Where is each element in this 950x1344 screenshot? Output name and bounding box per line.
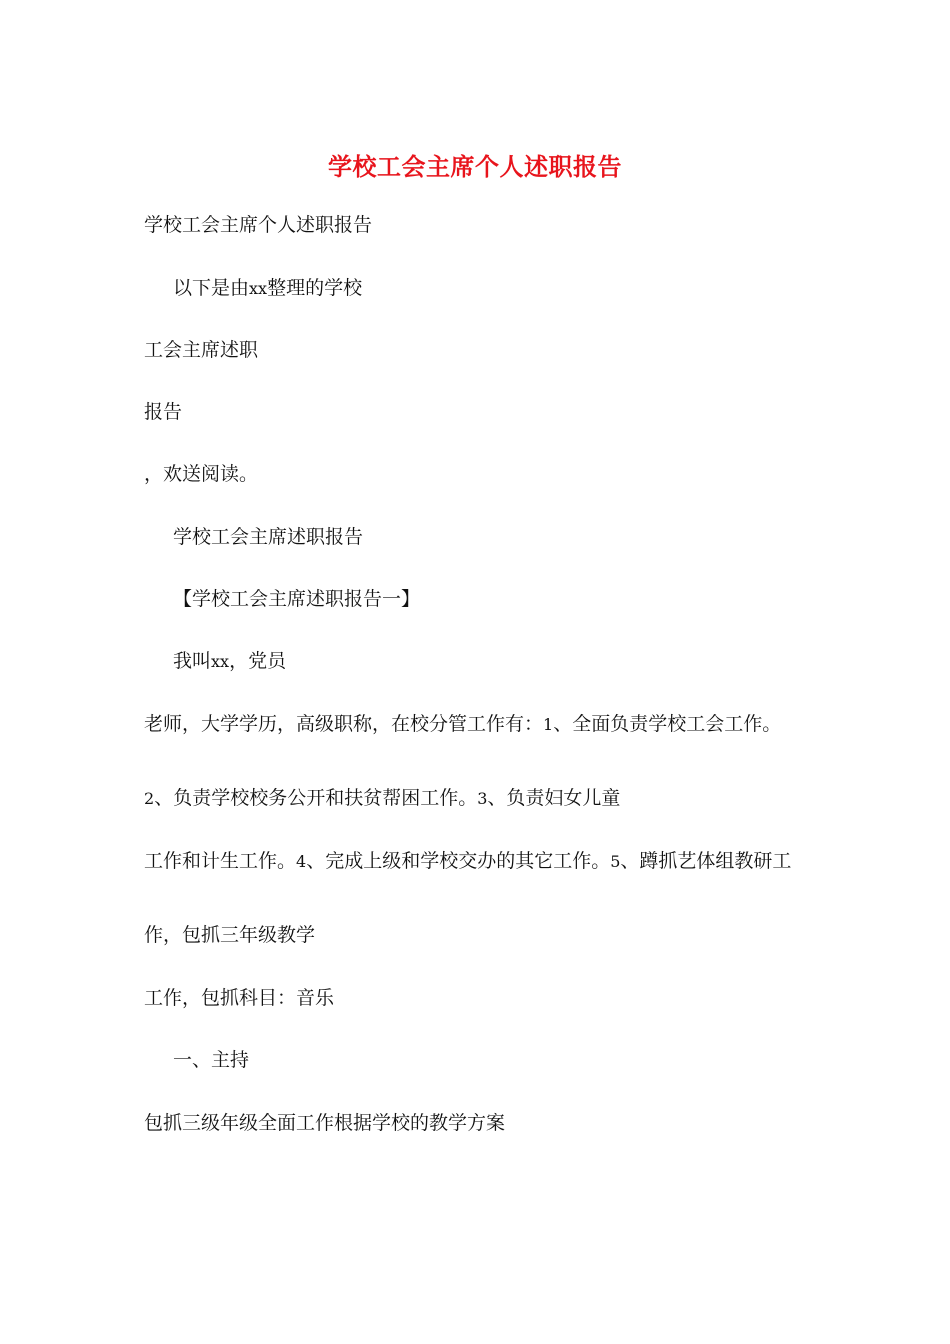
paragraph-line [144, 1110, 505, 1136]
paragraph-line [173, 1047, 249, 1073]
paragraph-line [144, 461, 258, 487]
text-run: 作，包抓三年级教学 [144, 924, 316, 946]
paragraph-line [173, 275, 362, 302]
text-run: 整理的学校 [267, 277, 363, 299]
text-run: 工会主席述职 [144, 339, 259, 361]
paragraph-line [144, 399, 182, 425]
text-run: ，党员 [229, 650, 287, 672]
text-run: 、负责学校校务公开和扶贫帮困工作。 [154, 787, 478, 809]
text-run: 、蹲抓艺体组教研工 [620, 850, 792, 872]
document-title: 学校工会主席个人述职报告 [328, 152, 622, 181]
text-run: 报告 [144, 401, 183, 423]
text-run: 学校工会主席个人述职报告 [144, 214, 373, 236]
text-run: 学校工会主席述职报告 [173, 526, 364, 548]
text-run-number: 3 [477, 789, 488, 808]
paragraph-line [144, 848, 791, 875]
paragraph-line [173, 524, 363, 550]
text-run-number: 2 [144, 789, 155, 808]
text-run-number: 1 [543, 715, 554, 734]
text-run: 工作和计生工作。 [144, 850, 297, 872]
text-run: 包抓三级年级全面工作根据学校的教学方案 [144, 1112, 506, 1134]
text-run-number: xx [211, 652, 230, 671]
text-run: 工作，包抓科目：音乐 [144, 987, 335, 1009]
paragraph-line [144, 711, 781, 738]
text-run: 以下是由 [173, 277, 250, 299]
text-run: 一、主持 [173, 1049, 250, 1071]
text-run: 我叫 [173, 650, 212, 672]
paragraph-line [144, 785, 620, 812]
text-run-number: 4 [296, 852, 307, 871]
text-run: ，欢送阅读。 [144, 463, 259, 485]
paragraph-line [144, 922, 315, 948]
text-run: 【学校工会主席述职报告一】 [173, 588, 421, 610]
text-run: 老师，大学学历，高级职称，在校分管工作有： [144, 713, 544, 735]
paragraph-line [173, 586, 420, 612]
text-run: 、全面负责学校工会工作。 [553, 713, 782, 735]
paragraph-line [173, 648, 286, 675]
text-run-number: xx [249, 279, 268, 298]
text-run-number: 5 [610, 852, 621, 871]
paragraph-line [144, 212, 372, 238]
paragraph-line [144, 985, 334, 1011]
paragraph-line [144, 337, 258, 363]
text-run: 、完成上级和学校交办的其它工作。 [306, 850, 611, 872]
text-run: 、负责妇女儿童 [487, 787, 621, 809]
